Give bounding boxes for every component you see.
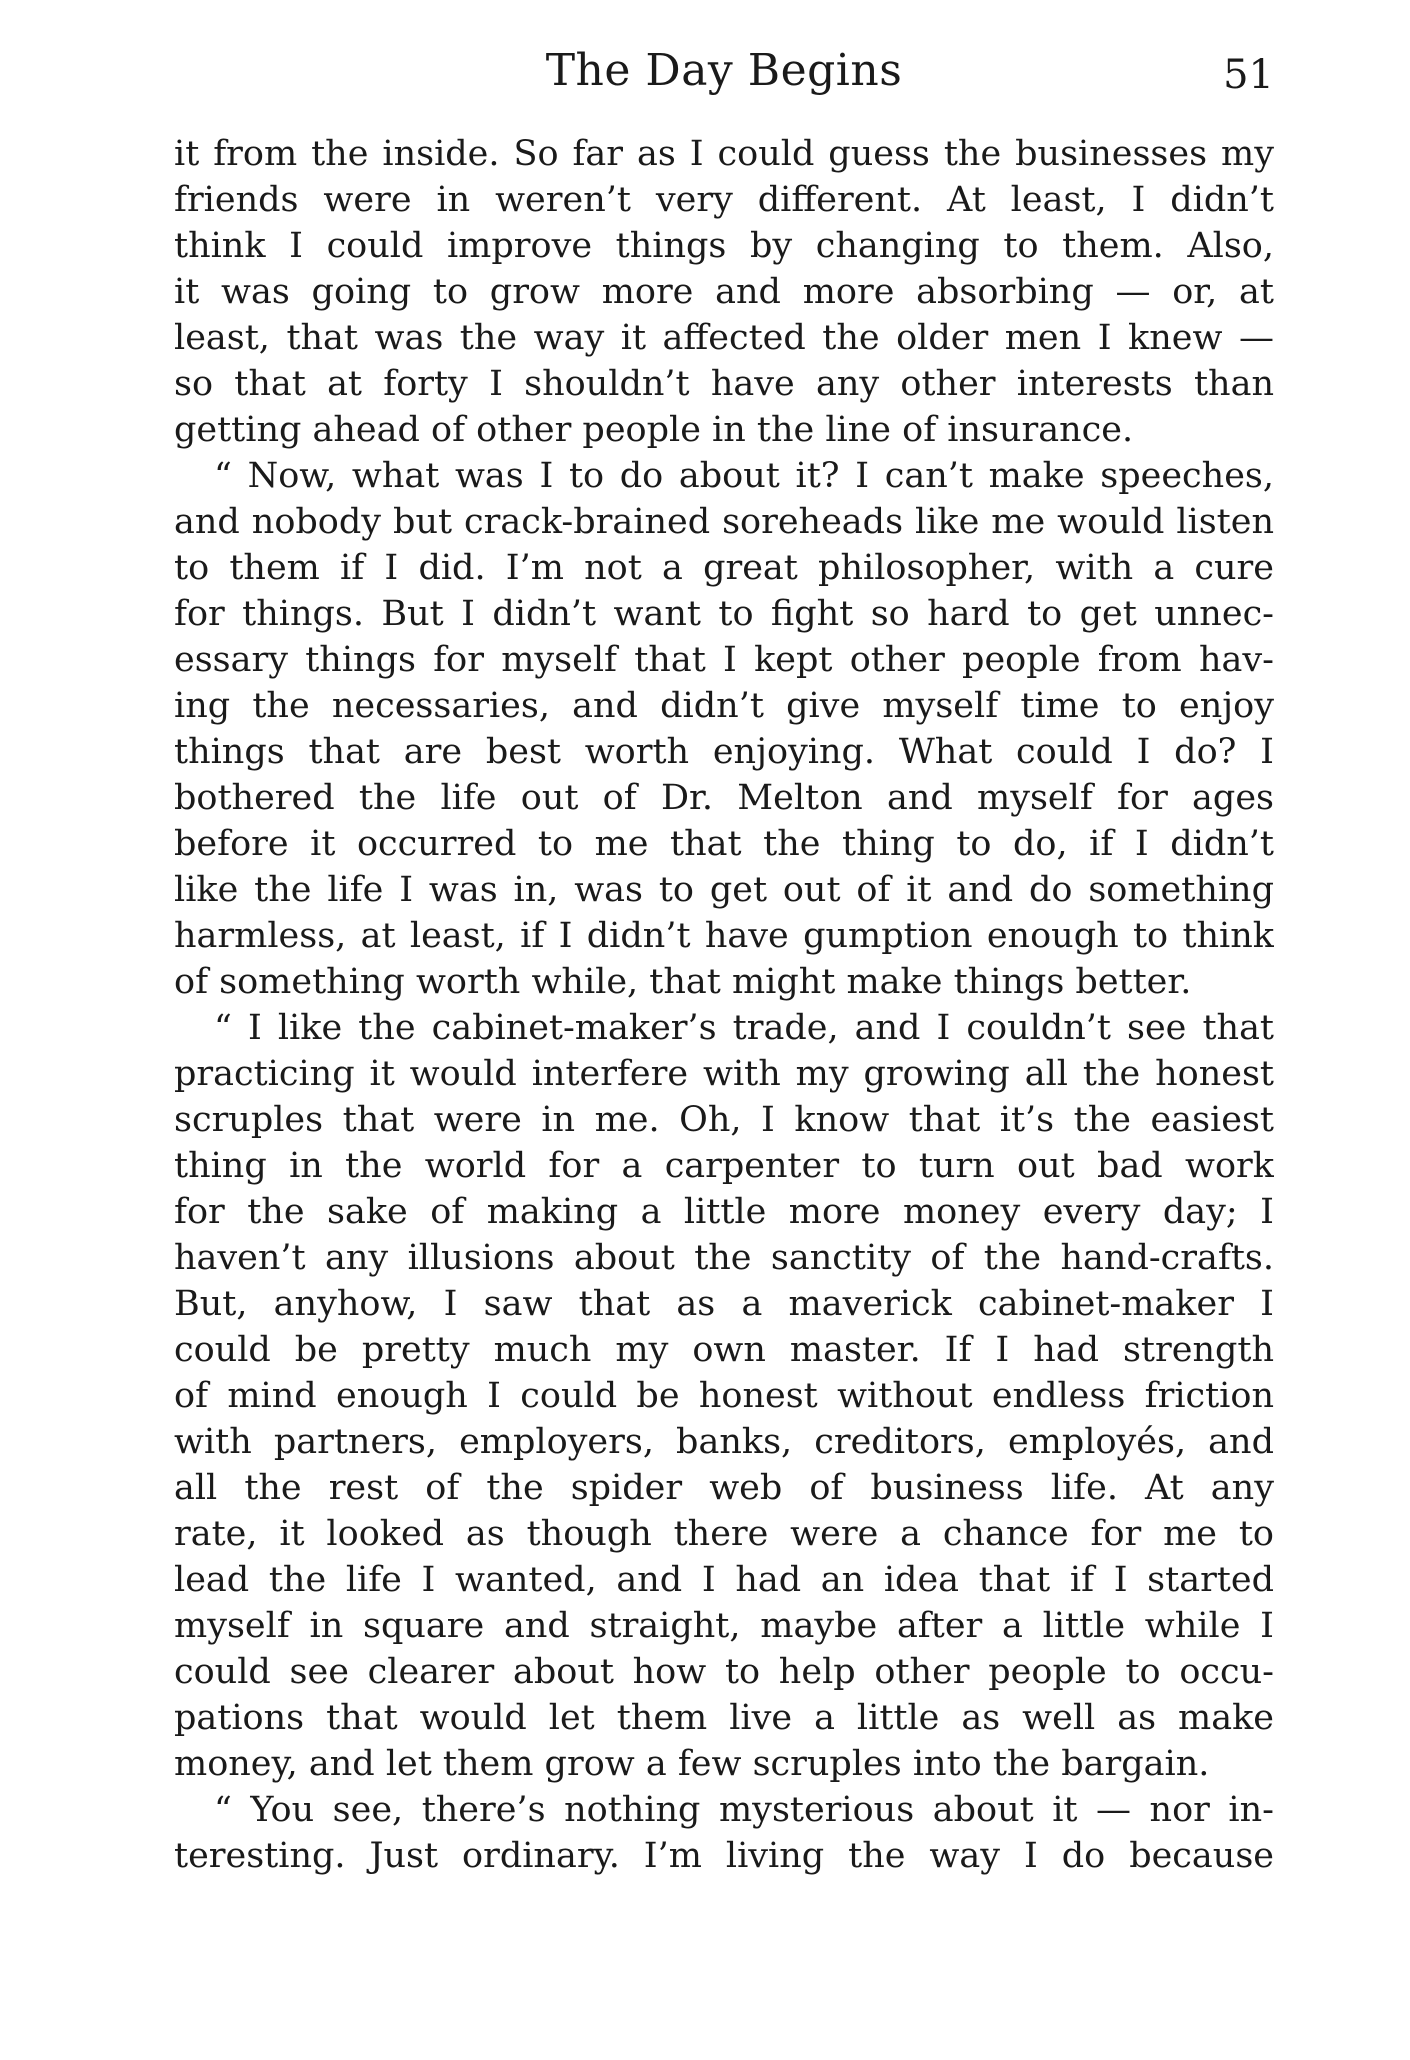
- running-title: The Day Begins: [545, 45, 903, 96]
- text-line: all the rest of the spider web of business life. At any: [174, 1468, 1274, 1508]
- text-line: to them if I did. I’m not a great philosopher, with a cure: [174, 548, 1274, 588]
- text-line: so that at forty I shouldn’t have any other interests than: [174, 364, 1274, 404]
- text-line: with partners, employers, banks, creditors, employés, and: [174, 1422, 1274, 1462]
- text-line: “ I like the cabinet-maker’s trade, and I couldn’t see that: [214, 1008, 1274, 1048]
- text-line: could be pretty much my own master. If I had strength: [174, 1330, 1274, 1370]
- text-line: things that are best worth enjoying. What could I do? I: [174, 732, 1274, 772]
- text-line: of mind enough I could be honest without endless friction: [174, 1376, 1274, 1416]
- text-line: practicing it would interfere with my growing all the honest: [174, 1054, 1274, 1094]
- text-line: could see clearer about how to help other people to occu-: [174, 1652, 1274, 1692]
- text-line: think I could improve things by changing to them. Also,: [174, 226, 1274, 266]
- running-head: [174, 36, 1274, 106]
- text-line: lead the life I wanted, and I had an idea that if I started: [174, 1560, 1274, 1600]
- text-line: “ You see, there’s nothing mysterious about it — nor in-: [214, 1790, 1274, 1830]
- text-line: friends were in weren’t very different. At least, I didn’t: [174, 180, 1274, 220]
- text-line: for things. But I didn’t want to fight so hard to get unnec-: [174, 594, 1274, 634]
- text-line: essary things for myself that I kept other people from hav-: [174, 640, 1274, 680]
- text-line: But, anyhow, I saw that as a maverick cabinet-maker I: [174, 1284, 1274, 1324]
- text-line: “ Now, what was I to do about it? I can’t make speeches,: [214, 456, 1274, 496]
- text-line: ing the necessaries, and didn’t give myself time to enjoy: [174, 686, 1274, 726]
- text-line: least, that was the way it affected the older men I knew —: [174, 318, 1274, 358]
- text-line: bothered the life out of Dr. Melton and myself for ages: [174, 778, 1274, 818]
- text-line: before it occurred to me that the thing to do, if I didn’t: [174, 824, 1274, 864]
- text-line: rate, it looked as though there were a chance for me to: [174, 1514, 1274, 1554]
- body-text: [174, 131, 1274, 1879]
- text-line: for the sake of making a little more money every day; I: [174, 1192, 1274, 1232]
- text-line: of something worth while, that might make things better.: [174, 962, 1192, 1002]
- text-line: and nobody but crack-brained soreheads like me would listen: [174, 502, 1274, 542]
- text-line: haven’t any illusions about the sanctity of the hand-crafts.: [174, 1238, 1274, 1278]
- text-line: it from the inside. So far as I could guess the businesses my: [174, 134, 1274, 174]
- text-line: like the life I was in, was to get out of it and do something: [174, 870, 1274, 910]
- text-line: money, and let them grow a few scruples into the bargain.: [174, 1744, 1210, 1784]
- text-line: getting ahead of other people in the line of insurance.: [174, 410, 1134, 450]
- text-line: pations that would let them live a little as well as make: [174, 1698, 1274, 1738]
- text-line: myself in square and straight, maybe after a little while I: [174, 1606, 1274, 1646]
- text-line: it was going to grow more and more absorbing — or, at: [174, 272, 1274, 312]
- text-line: scruples that were in me. Oh, I know that it’s the easiest: [174, 1100, 1274, 1140]
- text-line: thing in the world for a carpenter to turn out bad work: [174, 1146, 1274, 1186]
- text-line: teresting. Just ordinary. I’m living the way I do because: [174, 1836, 1274, 1876]
- page-number: 51: [1223, 52, 1274, 98]
- text-line: harmless, at least, if I didn’t have gumption enough to think: [174, 916, 1274, 956]
